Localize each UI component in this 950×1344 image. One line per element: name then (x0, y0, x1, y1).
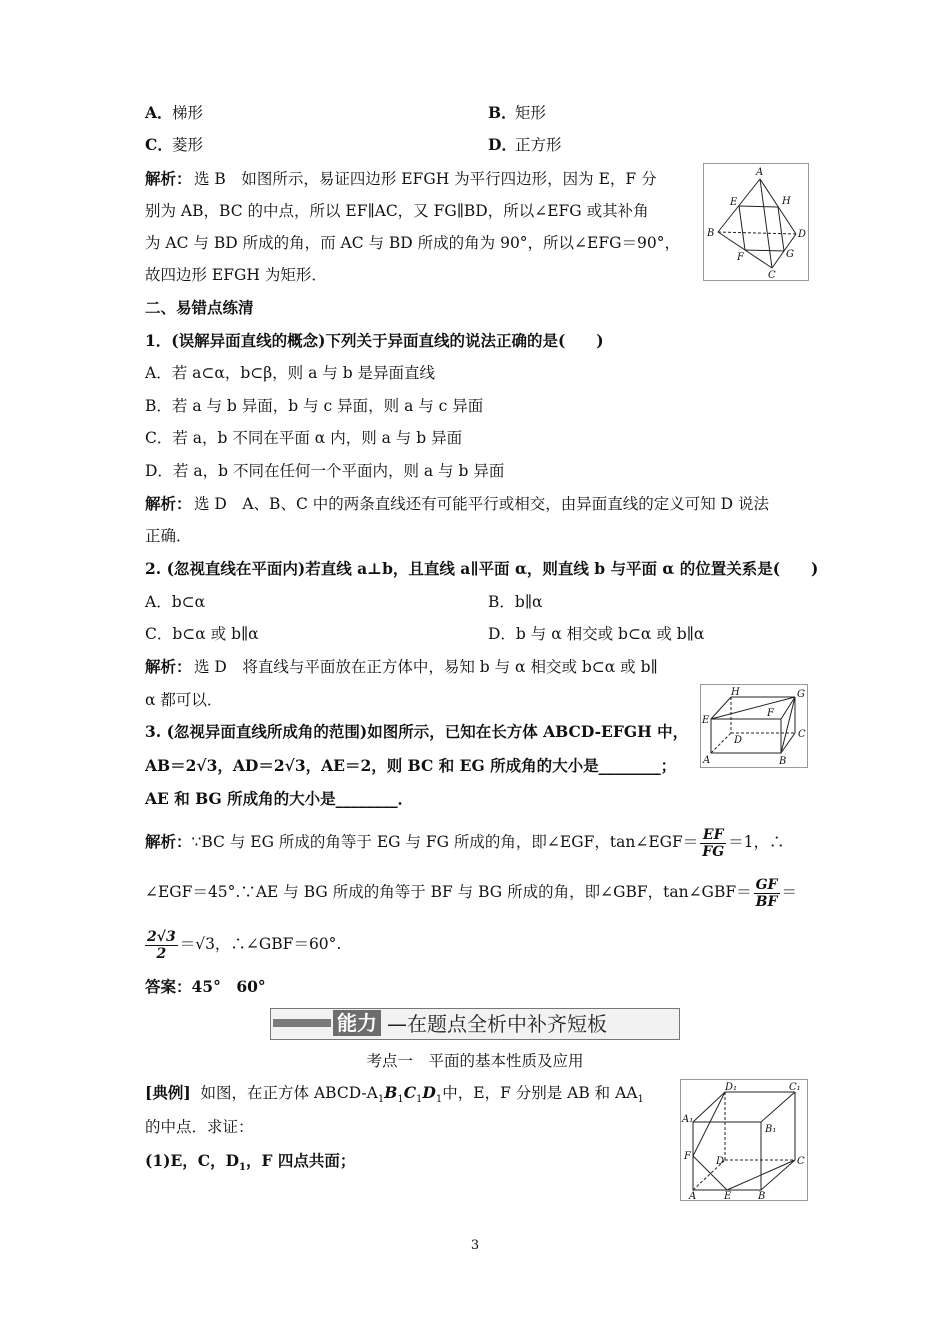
solution-line: 为 AC 与 BD 所成的角，而 AC 与 BD 所成的角为 90°，所以∠EFG＝90°， (145, 234, 680, 252)
fraction-denominator: BF (755, 893, 778, 910)
option-a: A．b⊂α (145, 593, 206, 611)
cuboid-figure (700, 684, 808, 768)
vertex-label-a: A (689, 1191, 697, 1200)
page-number: 3 (470, 1238, 480, 1253)
vertex-label-c1: C₁ (789, 1082, 801, 1093)
topic-title: 考点一 平面的基本性质及应用 (366, 1052, 584, 1070)
fraction-numerator: GF (755, 876, 778, 893)
vertex-label-h: H (782, 196, 791, 207)
answer-label: 答案： (145, 977, 192, 996)
option-a-text: 梯形 (172, 104, 204, 122)
option-b: B．若 a 与 b 异面，b 与 c 异面，则 a 与 c 异面 (145, 397, 484, 415)
section-banner (270, 1008, 680, 1040)
tetrahedron-figure (703, 163, 809, 281)
option-d-text: 正方形 (515, 136, 562, 154)
option-c: C．b⊂α 或 b∥α (145, 625, 259, 643)
fraction (700, 827, 726, 860)
solution-label: 解析： (145, 657, 192, 676)
solution-text: ＝√3，∴∠GBF＝60°. (179, 935, 342, 953)
vertex-label-f: F (684, 1151, 691, 1162)
vertex-label-e: E (702, 715, 710, 726)
subscript: 1 (637, 1094, 644, 1106)
example-text: D (422, 1083, 436, 1102)
banner-bar (273, 1019, 331, 1027)
question-stem: AB＝2√3，AD＝2√3，AE＝2，则 BC 和 EG 所成角的大小是________； (145, 756, 677, 775)
option-c-label: C． (145, 135, 173, 154)
solution-text: ＝1，∴ (728, 833, 785, 851)
subscript: 1 (435, 1094, 443, 1106)
solution-text: ∵BC 与 EG 所成的角等于 EG 与 FG 所成的角，即∠EGF，tan∠EGF＝ (191, 833, 699, 851)
option-a-label: A． (145, 103, 173, 122)
solution-line (145, 924, 341, 964)
solution-label: 解析： (145, 832, 192, 851)
subscript: 1 (397, 1094, 404, 1106)
answer-value: 45° 60° (191, 977, 266, 996)
banner-heading: 能力 (333, 1010, 381, 1036)
example-line (145, 1083, 644, 1110)
question-stem: 1．(误解异面直线的概念)下列关于异面直线的说法正确的是( ) (145, 331, 604, 350)
vertex-label-e: E (730, 197, 738, 208)
example-text: 中，E，F 分别是 AB 和 AA (442, 1084, 638, 1102)
subscript: 1 (239, 1162, 247, 1174)
fraction (754, 877, 780, 910)
vertex-label-b1: B₁ (765, 1124, 777, 1135)
fraction-numerator: 2√3 (147, 928, 176, 945)
option-b-text: 矩形 (515, 104, 547, 122)
vertex-label-d: D (798, 229, 807, 240)
option-a: A．若 a⊂α，b⊂β，则 a 与 b 是异面直线 (145, 364, 436, 382)
option-d: D．b 与 α 相交或 b⊂α 或 b∥α (488, 625, 705, 643)
vertex-label-g: G (786, 249, 794, 260)
vertex-label-d1: D₁ (725, 1082, 738, 1093)
question-stem: 2. (忽视直线在平面内)若直线 a⊥b，且直线 a∥平面 α，则直线 b 与平面 α 的位置关系是( ) (145, 559, 819, 578)
solution-line (145, 822, 785, 862)
vertex-label-h: H (731, 687, 740, 698)
example-tag: [典例] (145, 1083, 191, 1102)
fraction (145, 929, 178, 962)
example-line: 的中点．求证： (145, 1118, 254, 1136)
subscript: 1 (416, 1094, 423, 1106)
section-heading: 二、易错点练清 (145, 298, 254, 317)
fraction-numerator: EF (700, 827, 726, 844)
question-stem: 3. (忽视异面直线所成角的范围)如图所示，已知在长方体 ABCD-EFGH 中， (145, 722, 689, 741)
vertex-label-f: F (767, 708, 774, 719)
vertex-label-c: C (798, 729, 806, 740)
vertex-label-a: A (703, 755, 711, 766)
solution-line: 正确． (145, 527, 192, 545)
solution-line: 选 D A、B、C 中的两条直线还有可能平行或相交，由异面直线的定义可知 D 说法 (194, 495, 770, 513)
example-line (145, 1151, 355, 1178)
banner-subtitle: —在题点全析中补齐短板 (387, 1012, 607, 1036)
option-b-label: B． (488, 103, 517, 122)
vertex-label-b: B (779, 756, 787, 767)
vertex-label-c: C (797, 1156, 805, 1167)
example-text: (1)E，C，D (145, 1151, 240, 1170)
example-text: ，F 四点共面； (246, 1151, 356, 1170)
solution-text: ∠EGF＝45°.∵AE 与 BG 所成的角等于 BF 与 BG 所成的角，即∠GBF，tan∠GBF＝ (145, 883, 752, 901)
option-c: C．若 a，b 不同在平面 α 内，则 a 与 b 异面 (145, 429, 463, 447)
fraction-denominator: 2 (156, 945, 167, 962)
fraction-denominator: FG (702, 843, 725, 860)
vertex-label-g: G (797, 689, 805, 700)
solution-line: 选 D 将直线与平面放在正方体中，易知 b 与 α 相交或 b⊂α 或 b∥ (194, 658, 658, 676)
option-d: D．若 a，b 不同在任何一个平面内，则 a 与 b 异面 (145, 462, 505, 480)
solution-line: 故四边形 EFGH 为矩形． (145, 266, 327, 284)
example-text: 如图，在正方体 ABCD-A (200, 1084, 378, 1102)
vertex-label-b: B (758, 1191, 766, 1200)
vertex-label-d: D (734, 735, 743, 746)
vertex-label-a: A (756, 167, 764, 178)
example-text: C (403, 1083, 417, 1102)
solution-line: 别为 AB，BC 的中点，所以 EF∥AC，又 FG∥BD，所以∠EFG 或其补角 (145, 202, 649, 220)
solution-line: α 都可以． (145, 691, 223, 709)
vertex-label-a1: A₁ (682, 1114, 694, 1125)
option-b: B．b∥α (488, 593, 543, 611)
solution-line (145, 872, 797, 912)
subscript: 1 (377, 1094, 385, 1106)
cube-figure (680, 1079, 808, 1201)
answer-line (145, 977, 266, 997)
vertex-label-d: D (716, 1156, 725, 1167)
vertex-label-f: F (737, 252, 744, 263)
solution-text: ＝ (781, 883, 798, 901)
vertex-label-c: C (768, 270, 776, 280)
solution-label: 解析： (145, 494, 192, 513)
example-text: B (384, 1083, 398, 1102)
option-c-text: 菱形 (172, 136, 204, 154)
vertex-label-b: B (707, 228, 715, 239)
option-d-label: D． (488, 135, 517, 154)
vertex-label-e: E (724, 1191, 732, 1200)
solution-label: 解析： (145, 169, 192, 188)
solution-line: 选 B 如图所示，易证四边形 EFGH 为平行四边形，因为 E，F 分 (194, 170, 657, 188)
question-stem: AE 和 BG 所成角的大小是________． (145, 789, 414, 808)
